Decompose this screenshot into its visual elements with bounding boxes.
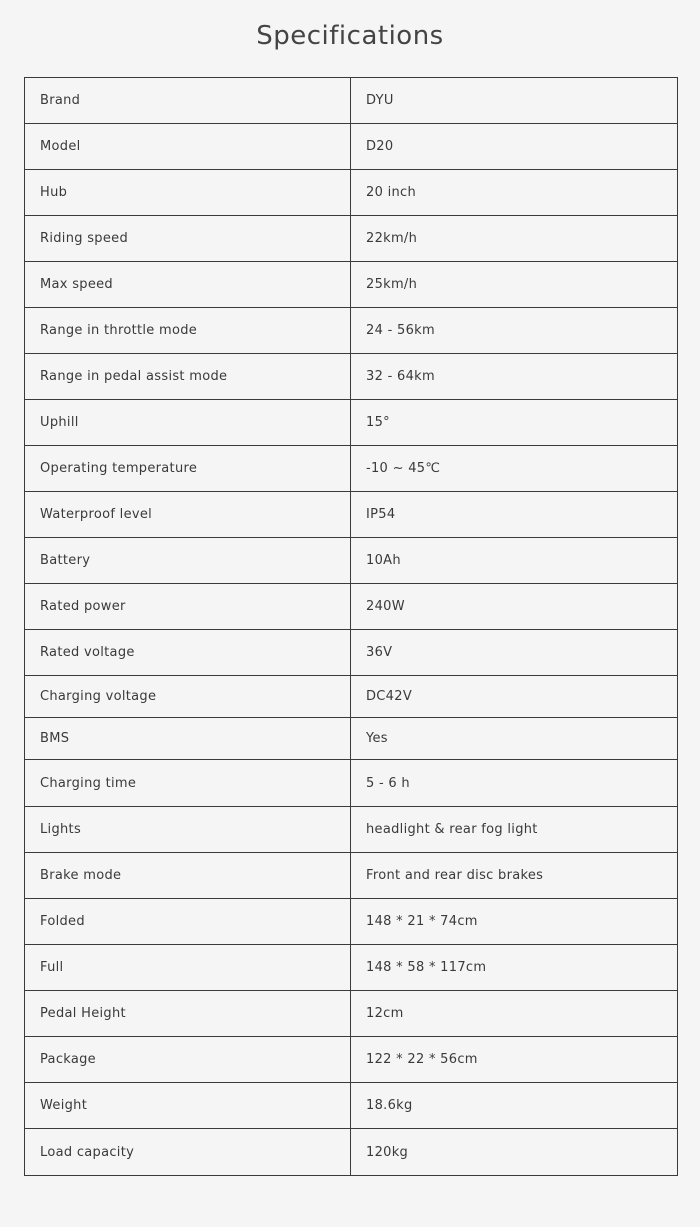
spec-label: Brake mode [25,853,351,899]
table-row [25,760,678,807]
spec-label: BMS [25,718,351,760]
table-row [25,354,678,400]
spec-label: Load capacity [25,1129,351,1176]
spec-value: headlight & rear fog light [351,807,678,853]
spec-label: Full [25,945,351,991]
table-row [25,945,678,991]
spec-value: 22km/h [351,216,678,262]
spec-value: DYU [351,78,678,124]
spec-label: Max speed [25,262,351,308]
spec-value: 122 * 22 * 56cm [351,1037,678,1083]
table-row [25,991,678,1037]
spec-value: 5 - 6 h [351,760,678,807]
table-row [25,1037,678,1083]
spec-value: 20 inch [351,170,678,216]
spec-label: Riding speed [25,216,351,262]
table-row [25,899,678,945]
table-row [25,262,678,308]
spec-label: Pedal Height [25,991,351,1037]
table-row [25,676,678,718]
spec-label: Battery [25,538,351,584]
spec-value: Front and rear disc brakes [351,853,678,899]
spec-label: Hub [25,170,351,216]
spec-value: 18.6kg [351,1083,678,1129]
spec-label: Waterproof level [25,492,351,538]
table-row [25,492,678,538]
table-row [25,216,678,262]
spec-label: Rated voltage [25,630,351,676]
table-row [25,853,678,899]
spec-label: Charging voltage [25,676,351,718]
spec-value: 25km/h [351,262,678,308]
spec-value: Yes [351,718,678,760]
spec-value: 120kg [351,1129,678,1176]
table-row [25,584,678,630]
spec-value: D20 [351,124,678,170]
table-row [25,1083,678,1129]
table-row [25,78,678,124]
spec-value: 36V [351,630,678,676]
spec-value: 32 - 64km [351,354,678,400]
spec-value: 240W [351,584,678,630]
spec-value: 24 - 56km [351,308,678,354]
spec-label: Folded [25,899,351,945]
spec-label: Operating temperature [25,446,351,492]
table-row [25,807,678,853]
table-row [25,124,678,170]
table-row [25,446,678,492]
table-row [25,630,678,676]
spec-label: Charging time [25,760,351,807]
spec-label: Uphill [25,400,351,446]
table-row [25,400,678,446]
table-row [25,538,678,584]
spec-value: -10 ~ 45℃ [351,446,678,492]
table-row [25,718,678,760]
spec-value: 148 * 21 * 74cm [351,899,678,945]
spec-label: Rated power [25,584,351,630]
spec-value: IP54 [351,492,678,538]
spec-label: Lights [25,807,351,853]
spec-value: 10Ah [351,538,678,584]
spec-label: Range in throttle mode [25,308,351,354]
table-row [25,1129,678,1176]
table-row [25,170,678,216]
spec-value: 12cm [351,991,678,1037]
table-row [25,308,678,354]
spec-value: DC42V [351,676,678,718]
spec-value: 148 * 58 * 117cm [351,945,678,991]
spec-value: 15° [351,400,678,446]
specifications-table [24,77,678,1176]
spec-label: Weight [25,1083,351,1129]
spec-label: Package [25,1037,351,1083]
page-title: Specifications [256,21,444,51]
spec-label: Range in pedal assist mode [25,354,351,400]
spec-label: Model [25,124,351,170]
spec-label: Brand [25,78,351,124]
